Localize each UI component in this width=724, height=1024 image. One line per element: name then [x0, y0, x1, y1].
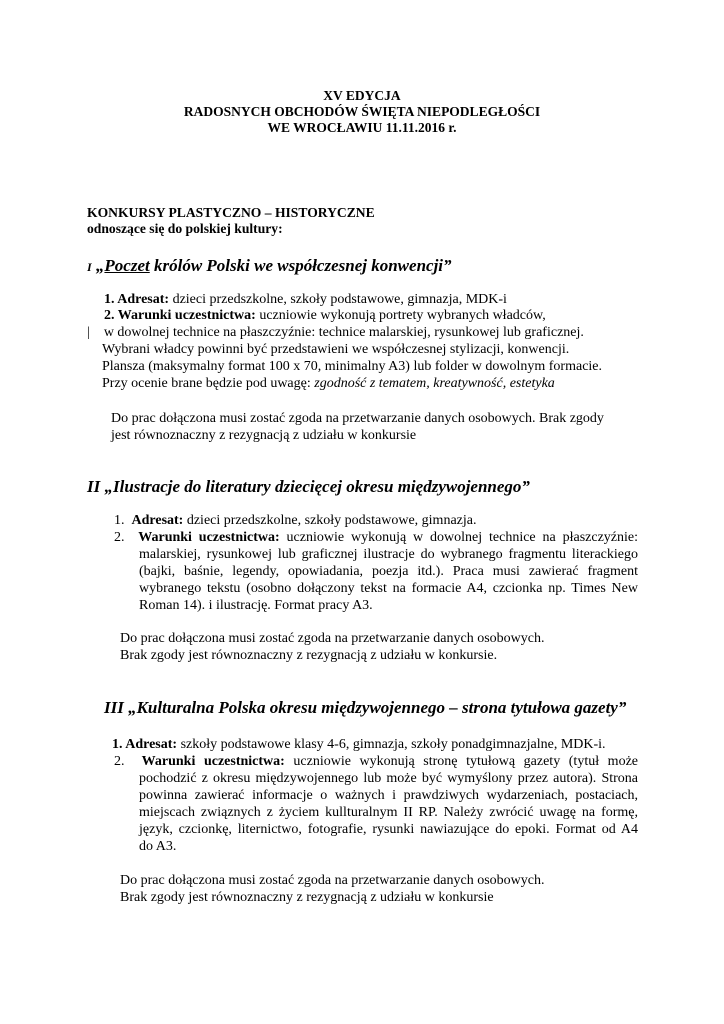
section-3-item-2 — [114, 753, 638, 771]
section-1-line-4: Wybrani władcy powinni być przedstawieni we współczesnej stylizacji, konwencji. — [102, 342, 570, 357]
item-number: 1. — [114, 513, 125, 528]
section-1-conditions — [104, 307, 546, 325]
section-2-line-3: (bajki, baśnie, legendy, opowiadania, poezja itd.). Praca musi zawierać fragment — [139, 564, 638, 579]
section-2-line-4: wybranego tekstu (osobno dołączony tekst na formacie A4, czcionka np. Times New — [139, 581, 638, 596]
criteria-prefix: Przy ocenie brane będzie pod uwagę: — [102, 376, 315, 391]
section-3-line-4: miejscach związnych z życiem kullturalnym II RP. Należy zwrócić uwagę na formę, — [139, 805, 638, 820]
section-3-consent-2: Brak zgody jest równoznaczny z rezygnacją z udziału w konkursie — [120, 890, 494, 905]
addressee-text: dzieci przedszkolne, szkoły podstawowe, gimnazja, MDK-i — [169, 292, 507, 307]
conditions-label: Warunki uczestnictwa: — [138, 530, 280, 545]
item-number: 2. — [114, 530, 125, 545]
bar-mark: | — [87, 325, 90, 340]
section-1-line-5: Plansza (maksymalny format 100 x 70, minimalny A3) lub folder w dowolnym formacie. — [102, 359, 603, 374]
event-title: RADOSNYCH OBCHODÓW ŚWIĘTA NIEPODLEGŁOŚCI — [183, 104, 541, 119]
section-1-title-underlined: Poczet — [104, 256, 150, 275]
section-3-line-2: pochodzić z okresu międzywojennego lub może być wymyślony przez autora). Strona — [139, 771, 638, 786]
conditions-text: uczniowie wykonują portrety wybranych władców, — [255, 308, 546, 323]
addressee-label: 1. Adresat: — [112, 737, 178, 752]
contest-subtitle: odnoszące się do polskiej kultury: — [87, 221, 283, 236]
criteria-text: zgodność z tematem, kreatywność, estetyka — [314, 376, 555, 391]
contest-category: KONKURSY PLASTYCZNO – HISTORYCZNE — [87, 205, 375, 220]
section-1-title-rest: królów Polski we współczesnej konwencji” — [149, 256, 452, 275]
section-3-line-5: język, czcionkę, liternictwo, fotografie, rysunki nawiazujące do epoki. Format od A4 — [139, 822, 638, 837]
section-1-consent-2: jest równoznaczny z rezygnacją z udziału w konkursie — [111, 428, 417, 443]
section-2-consent-2: Brak zgody jest równoznaczny z rezygnacją z udziału w konkursie. — [120, 648, 498, 663]
section-2-item-1 — [114, 512, 476, 530]
edition-title: XV EDYCJA — [323, 88, 401, 103]
addressee-text: szkoły podstawowe klasy 4-6, gimnazja, szkoły ponadgimnazjalne, MDK-i. — [177, 737, 606, 752]
section-3-item-1 — [112, 736, 606, 754]
section-3-title: III „Kulturalna Polska okresu międzywojennego – strona tytułowa gazety” — [104, 698, 627, 717]
section-2-title: II „Ilustracje do literatury dziecięcej okresu międzywojennego” — [87, 477, 530, 496]
section-1-line-6 — [102, 375, 555, 393]
section-2-consent-1: Do prac dołączona musi zostać zgoda na przetwarzanie danych osobowych. — [120, 631, 545, 646]
item-number: 2. — [114, 754, 125, 769]
section-2-line-5: Roman 14). i ilustrację. Format pracy A3. — [139, 598, 373, 613]
conditions-text: uczniowie wykonują w dowolnej technice na płaszczyźnie: — [279, 530, 638, 545]
addressee-label: Adresat: — [131, 513, 184, 528]
section-1-numeral: I — [87, 260, 92, 274]
section-2-item-2-line-1 — [114, 529, 638, 547]
section-1-line-3 — [87, 324, 584, 342]
section-2-item-2 — [114, 529, 638, 547]
section-1-title — [87, 256, 452, 276]
section-3-consent-1: Do prac dołączona musi zostać zgoda na przetwarzanie danych osobowych. — [120, 873, 545, 888]
conditions-text: uczniowie wykonują stronę tytułową gazety (tytuł może — [284, 754, 639, 769]
section-2-line-2: malarskiej, rysunkowej lub graficznej ilustracje do wybranego fragmentu literackiego — [139, 547, 638, 562]
conditions-label: Warunki uczestnictwa: — [141, 754, 285, 769]
addressee-label: 1. Adresat: — [104, 292, 170, 307]
section-3-line-6: do A3. — [139, 839, 177, 854]
addressee-text: dzieci przedszkolne, szkoły podstawowe, gimnazja. — [183, 513, 477, 528]
event-date-title: WE WROCŁAWIU 11.11.2016 r. — [267, 120, 457, 135]
section-1-consent-1: Do prac dołączona musi zostać zgoda na przetwarzanie danych osobowych. Brak zgody — [111, 411, 604, 426]
section-3-line-3: powinna zawierać informacje o ważnych i prawdziwych wydarzeniach, postaciach, — [139, 788, 638, 803]
section-1-quote: „ — [95, 256, 105, 275]
conditions-label: 2. Warunki uczestnictwa: — [104, 308, 256, 323]
technique-text: w dowolnej technice na płaszczyźnie: technice malarskiej, rysunkowej lub graficznej. — [100, 325, 584, 340]
